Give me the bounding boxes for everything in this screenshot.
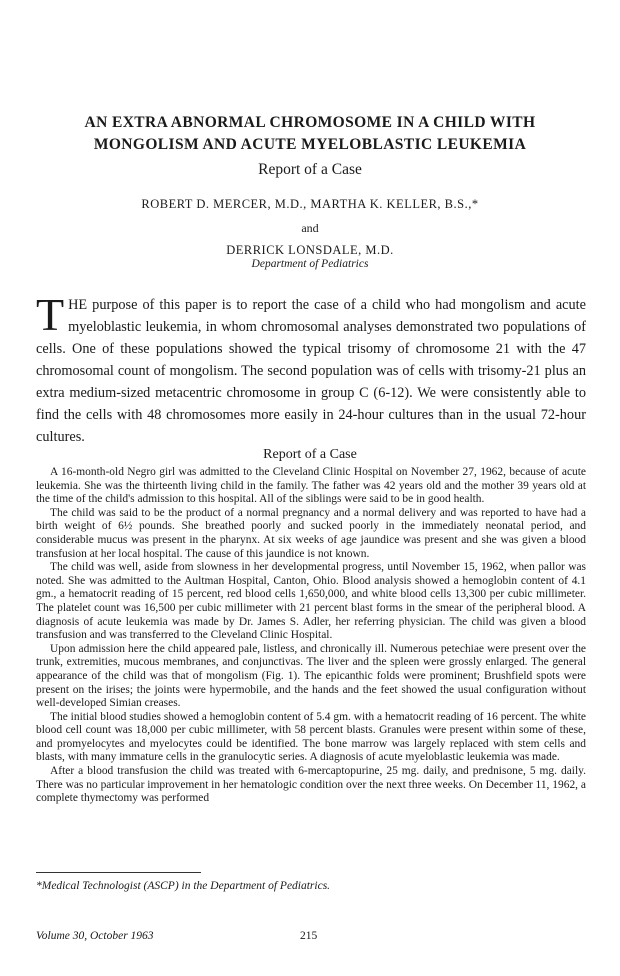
body-paragraph: The initial blood studies showed a hemoglobin content of 5.4 gm. with a hematocrit reading of 16 percent. The white blood cell count was 18,000 per cubic millimeter, with 58 percent blasts. Granules were present within some of these, and promyelocytes and myelocytes could be identified. The bone marrow was largely replaced with stem cells and blasts, with many immature cells in the granulocytic series. A diagnosis of acute myeloblastic leukemia was made. <box>36 710 586 764</box>
drop-cap: T <box>36 289 65 340</box>
body-paragraph: A 16-month-old Negro girl was admitted to the Cleveland Clinic Hospital on November 27, 1962, because of acute leukemia. She was the thirteenth living child in the family. The father was 42 years old and the mother 39 years old at the time of the child's admission to this hospital. All of the siblings were said to be in good health. <box>36 466 586 506</box>
department-affiliation: Department of Pediatrics <box>251 258 369 270</box>
intro-text: HE purpose of this paper is to report the case of a child who had mongolism and acute myeloblastic leukemia, in whom chromosomal analyses demonstrated two populations of cells. One of these populations showed the typical trisomy of chromosome 21 with the 47 chromosomal count of mongolism. The second population was of cells with trisomy-21 plus an extra medium-sized metacentric chromosome in group C (6-12). We were consistently able to find the cells with 48 chromosomes more easily in 24-hour cultures than in the usual 72-hour cultures. <box>36 297 586 445</box>
authors-line-1: ROBERT D. MERCER, M.D., MARTHA K. KELLER, B.S.,* <box>141 197 479 211</box>
body-paragraph: The child was said to be the product of a normal pregnancy and a normal delivery and was reported to have had a birth weight of 6½ pounds. She breathed poorly and sucked poorly in the immediately neonatal period, and considerable mucus was present in the pharynx. At six weeks of age jaundice was present and she was given a blood transfusion at her local hospital. The cause of this jaundice is not known. <box>36 506 586 560</box>
case-report-body <box>36 466 586 806</box>
authors-line-2: DERRICK LONSDALE, M.D. <box>226 243 394 257</box>
journal-volume: Volume 30, October 1963 <box>36 930 154 942</box>
article-title-line-2: MONGOLISM AND ACUTE MYELOBLASTIC LEUKEMIA <box>93 136 527 153</box>
footnote: *Medical Technologist (ASCP) in the Department of Pediatrics. <box>36 880 331 892</box>
article-subtitle: Report of a Case <box>258 161 362 178</box>
authors-conjunction: and <box>301 221 319 235</box>
intro-paragraph <box>36 289 586 448</box>
body-paragraph: The child was well, aside from slowness in her developmental progress, until November 15, 1962, when pallor was noted. She was admitted to the Aultman Hospital, Canton, Ohio. Blood analysis showed a hemoglobin content of 4.1 gm., a hematocrit reading of 15 percent, red blood cells 1,650,000, and white blood cells 13,300 per cubic millimeter. The platelet count was 16,500 per cubic millimeter with 21 percent blast forms in the smear of the peripheral blood. A diagnosis of acute leukemia was made by Dr. James S. Adler, her referring physician. The child was given a blood transfusion and was transferred to the Cleveland Clinic Hospital. <box>36 561 586 642</box>
article-title-line-1: AN EXTRA ABNORMAL CHROMOSOME IN A CHILD WITH <box>84 114 536 131</box>
page-number: 215 <box>300 930 318 942</box>
body-paragraph: After a blood transfusion the child was treated with 6-mercaptopurine, 25 mg. daily, and prednisone, 5 mg. daily. There was no particular improvement in her hematologic condition over the next three weeks. On December 11, 1962, a complete thymectomy was performed <box>36 765 586 805</box>
footnote-divider <box>36 872 201 873</box>
body-paragraph: Upon admission here the child appeared pale, listless, and chronically ill. Numerous petechiae were present over the trunk, extremities, mucous membranes, and conjunctivas. The liver and the spleen were grossly enlarged. The general appearance of the child was that of mongolism (Fig. 1). The epicanthic folds were prominent; Brushfield spots were present on the irises; the joints were hypermobile, and the hands and the feet showed the usual configuration without well-developed Simian creases. <box>36 642 586 710</box>
section-heading: Report of a Case <box>263 447 357 462</box>
